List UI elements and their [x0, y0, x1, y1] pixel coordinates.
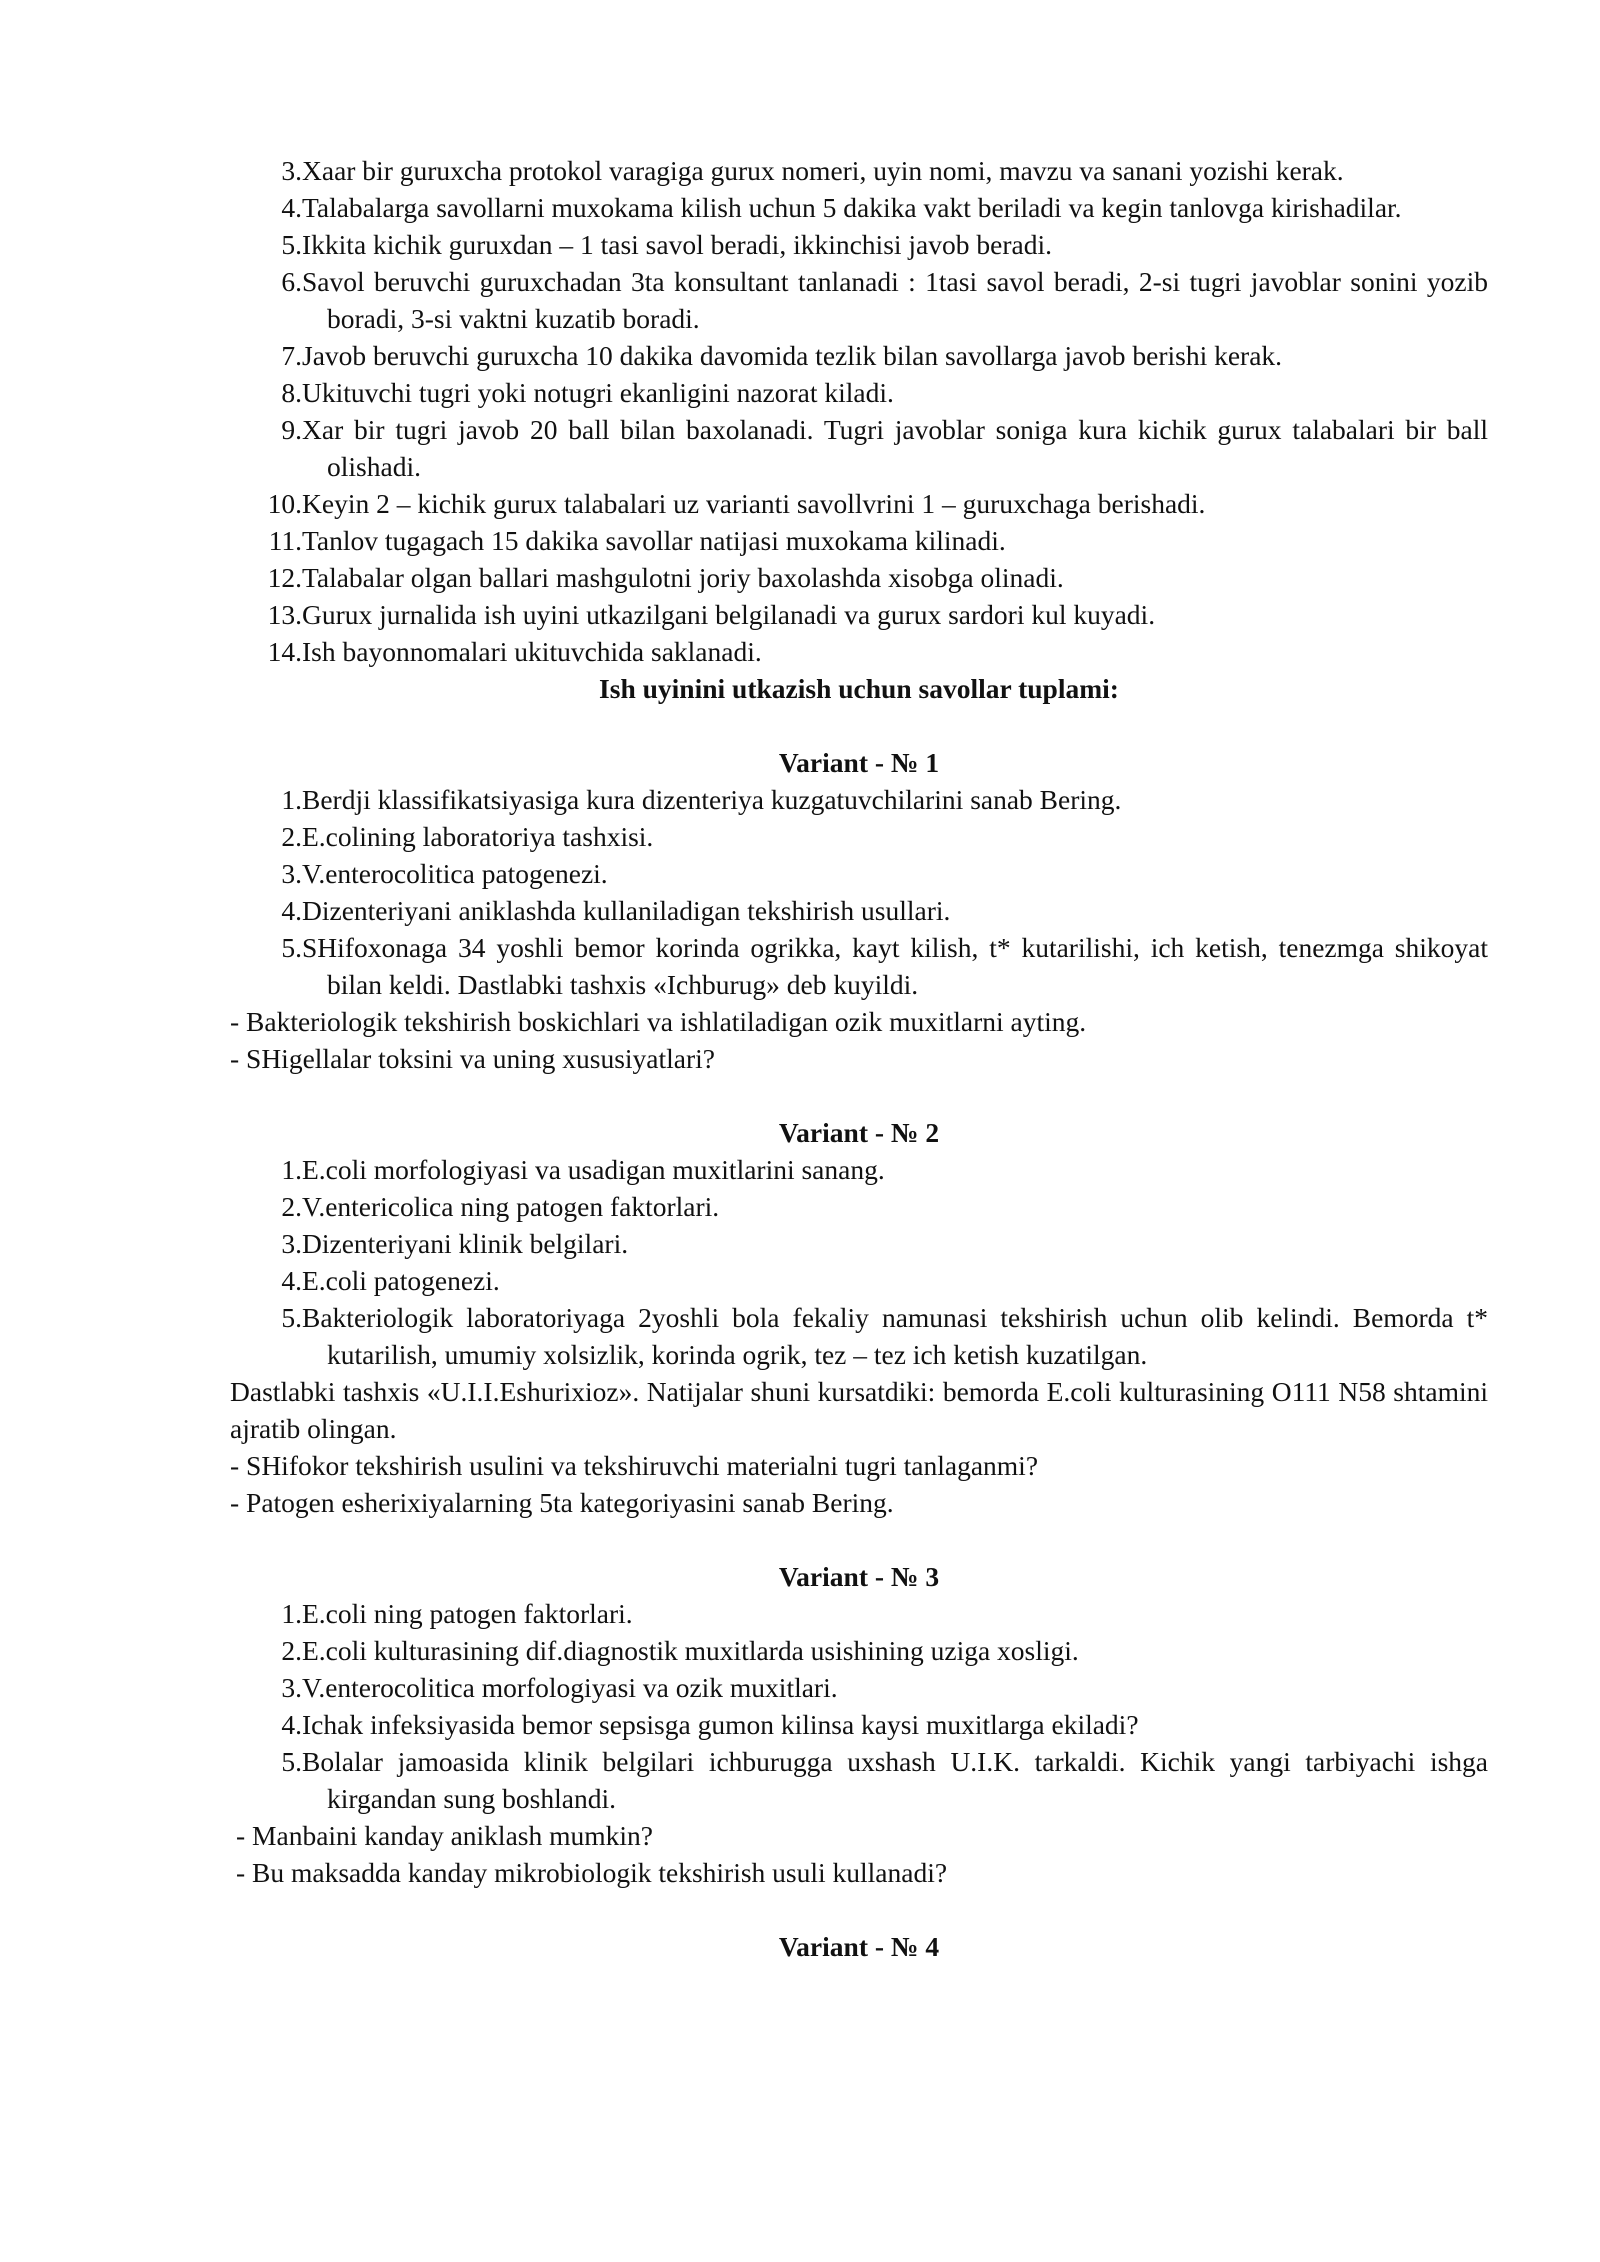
item-number: 13. [267, 599, 302, 630]
item-number: 2. [281, 1191, 302, 1222]
item-text: Berdji klassifikatsiyasiga kura dizenteriya kuzgatuvchilarini sanab Bering. [302, 784, 1122, 815]
item-number: 4. [281, 1265, 302, 1296]
item-text: Xar bir tugri javob 20 ball bilan baxolanadi. Tugri javoblar soniga kura kichik gurux talabalari bir ball olishadi. [302, 414, 1488, 482]
sub-question: - Bakteriologik tekshirish boskichlari va ishlatiladigan ozik muxitlarni ayting. [230, 1006, 1087, 1037]
spacer [230, 707, 1488, 744]
sub-question: - SHigellalar toksini va uning xususiyatlari? [230, 1043, 715, 1074]
item-text: SHifoxonaga 34 yoshli bemor korinda ogrikka, kayt kilish, t* kutarilishi, ich ketish, tenezmga shikoyat bilan keldi. Dastlabki tashxis «Ichburug» deb kuyildi. [302, 932, 1488, 1000]
item-number: 1. [281, 1154, 302, 1185]
list-item [230, 189, 1488, 226]
item-number: 12. [267, 562, 302, 593]
list-item [230, 374, 1488, 411]
item-text: Dizenteriyani aniklashda kullaniladigan tekshirish usullari. [302, 895, 951, 926]
item-number: 4. [281, 192, 302, 223]
variant-title: Variant - № 1 [778, 747, 940, 778]
item-text: Talabalarga savollarni muxokama kilish uchun 5 dakika vakt beriladi va kegin tanlovga kirishadilar. [302, 192, 1402, 223]
list-item [230, 485, 1488, 522]
item-number: 3. [281, 1228, 302, 1259]
item-number: 8. [281, 377, 302, 408]
variant-title: Variant - № 3 [778, 1561, 940, 1592]
list-item [230, 1669, 1488, 1706]
item-number: 2. [281, 1635, 302, 1666]
list-item [230, 1151, 1488, 1188]
item-number: 4. [281, 1709, 302, 1740]
item-text: Ikkita kichik guruxdan – 1 tasi savol beradi, ikkinchisi javob beradi. [302, 229, 1052, 260]
item-number: 6. [281, 266, 302, 297]
spacer [230, 1077, 1488, 1114]
item-text: Ukituvchi tugri yoki notugri ekanligini nazorat kiladi. [302, 377, 894, 408]
list-item [230, 1706, 1488, 1743]
list-item [230, 633, 1488, 670]
sub-question: - Manbaini kanday aniklash mumkin? [236, 1820, 653, 1851]
variant-title: Variant - № 2 [778, 1117, 940, 1148]
item-text: E.coli morfologiyasi va usadigan muxitlarini sanang. [302, 1154, 885, 1185]
item-text: Keyin 2 – kichik gurux talabalari uz varianti savollvrini 1 – guruxchaga berishadi. [302, 488, 1206, 519]
spacer [230, 1521, 1488, 1558]
item-text: E.colining laboratoriya tashxisi. [302, 821, 654, 852]
variant-question-list [230, 1595, 1488, 1817]
sub-question: - Patogen esherixiyalarning 5ta kategoriyasini sanab Bering. [230, 1487, 894, 1518]
list-item [230, 1632, 1488, 1669]
item-text: Ish bayonnomalari ukituvchida saklanadi. [302, 636, 762, 667]
variant-question-list [230, 1151, 1488, 1373]
item-number: 1. [281, 784, 302, 815]
list-item [230, 929, 1488, 1003]
list-item [230, 1225, 1488, 1262]
item-number: 3. [281, 858, 302, 889]
sub-question: - Bu maksadda kanday mikrobiologik tekshirish usuli kullanadi? [236, 1857, 948, 1888]
spacer [230, 1891, 1488, 1928]
list-item [230, 781, 1488, 818]
item-number: 5. [281, 1302, 302, 1333]
list-item [230, 411, 1488, 485]
item-text: E.coli kulturasining dif.diagnostik muxitlarda usishining uziga xosligi. [302, 1635, 1079, 1666]
item-text: Ichak infeksiyasida bemor sepsisga gumon kilinsa kaysi muxitlarga ekiladi? [302, 1709, 1139, 1740]
page-content [230, 152, 1488, 1965]
item-number: 2. [281, 821, 302, 852]
item-text: V.enterocolitica patogenezi. [302, 858, 608, 889]
item-number: 9. [281, 414, 302, 445]
section-title: Ish uyinini utkazish uchun savollar tuplami: [599, 673, 1119, 704]
item-text: V.entericolica ning patogen faktorlari. [302, 1191, 720, 1222]
list-item [230, 1743, 1488, 1817]
item-number: 1. [281, 1598, 302, 1629]
item-text: Bolalar jamoasida klinik belgilari ichburugga uxshash U.I.K. tarkaldi. Kichik yangi tarbiyachi ishga kirgandan sung boshlandi. [302, 1746, 1488, 1814]
item-text: Tanlov tugagach 15 dakika savollar natijasi muxokama kilinadi. [302, 525, 1006, 556]
item-number: 10. [267, 488, 302, 519]
item-text: Javob beruvchi guruxcha 10 dakika davomida tezlik bilan savollarga javob berishi kerak. [302, 340, 1283, 371]
list-item [230, 818, 1488, 855]
item-text: Talabalar olgan ballari mashgulotni joriy baxolashda xisobga olinadi. [302, 562, 1064, 593]
item-number: 3. [281, 155, 302, 186]
item-text: Xaar bir guruxcha protokol varagiga gurux nomeri, uyin nomi, mavzu va sanani yozishi kerak. [302, 155, 1344, 186]
item-text: Bakteriologik laboratoriyaga 2yoshli bola fekaliy namunasi tekshirish uchun olib kelindi. Bemorda t* kutarilish, umumiy xolsizlik, korinda ogrik, tez – tez ich ketish kuzatilgan. [302, 1302, 1488, 1370]
list-item [230, 1262, 1488, 1299]
item-text: Gurux jurnalida ish uyini utkazilgani belgilanadi va gurux sardori kul kuyadi. [302, 599, 1156, 630]
list-item [230, 892, 1488, 929]
item-text: E.coli ning patogen faktorlari. [302, 1598, 633, 1629]
list-item [230, 337, 1488, 374]
list-item [230, 596, 1488, 633]
item-number: 5. [281, 1746, 302, 1777]
list-item [230, 263, 1488, 337]
list-item [230, 1188, 1488, 1225]
sub-question: - SHifokor tekshirish usulini va tekshiruvchi materialni tugri tanlaganmi? [230, 1450, 1039, 1481]
case-paragraph: Dastlabki tashxis «U.I.I.Eshurixioz». Natijalar shuni kursatdiki: bemorda E.coli kulturasining O111 N58 shtamini ajratib olingan. [230, 1376, 1488, 1444]
list-item [230, 855, 1488, 892]
item-number: 4. [281, 895, 302, 926]
item-number: 5. [281, 932, 302, 963]
item-number: 14. [267, 636, 302, 667]
item-text: E.coli patogenezi. [302, 1265, 500, 1296]
variant-question-list [230, 781, 1488, 1003]
list-item [230, 522, 1488, 559]
list-item [230, 226, 1488, 263]
list-item [230, 1595, 1488, 1632]
item-text: Savol beruvchi guruxchadan 3ta konsultant tanlanadi : 1tasi savol beradi, 2-si tugri javoblar sonini yozib boradi, 3-si vaktni kuzatib boradi. [302, 266, 1488, 334]
item-text: V.enterocolitica morfologiyasi va ozik muxitlari. [302, 1672, 838, 1703]
item-number: 5. [281, 229, 302, 260]
item-number: 11. [268, 525, 302, 556]
item-text: Dizenteriyani klinik belgilari. [302, 1228, 629, 1259]
variant-title: Variant - № 4 [778, 1931, 940, 1962]
list-item [230, 559, 1488, 596]
item-number: 7. [281, 340, 302, 371]
list-item [230, 152, 1488, 189]
list-item [230, 1299, 1488, 1373]
rules-list [230, 152, 1488, 670]
item-number: 3. [281, 1672, 302, 1703]
